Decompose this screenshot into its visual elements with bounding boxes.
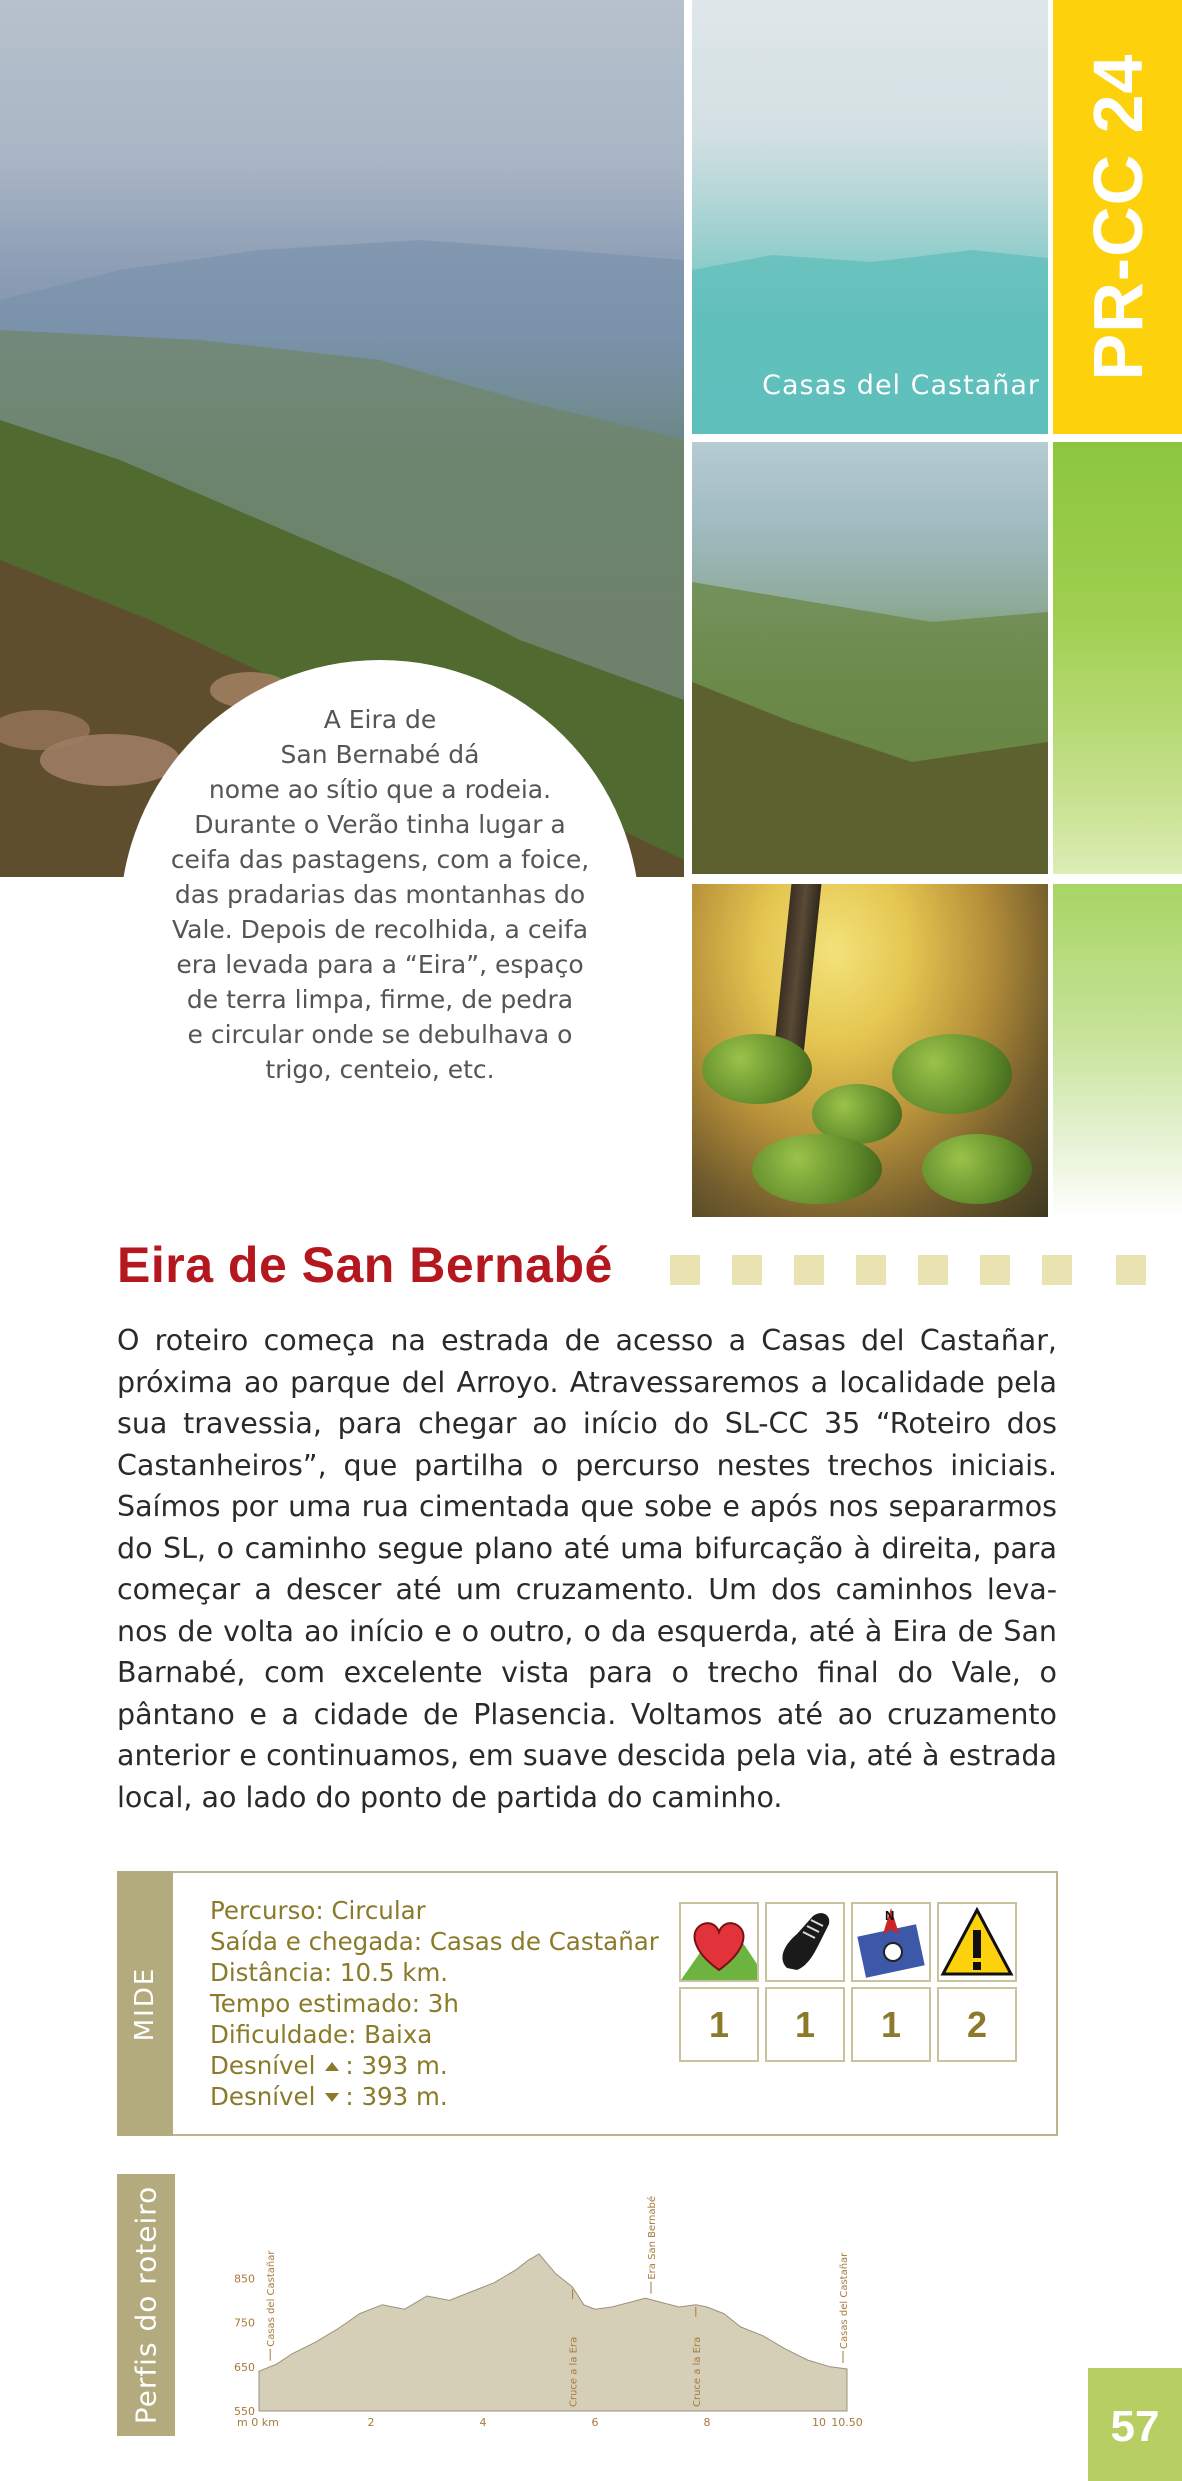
annotation-label: Casas del Castañar <box>266 2250 278 2347</box>
decor-square <box>1116 1255 1146 1285</box>
route-code: PR-CC 24 <box>1078 53 1157 381</box>
rating-value: 1 <box>851 1987 931 2062</box>
boot-icon <box>765 1902 845 1982</box>
rating-value: 1 <box>679 1987 759 2062</box>
forest-photo <box>692 884 1048 1217</box>
x-tick-label: 10 <box>812 2416 826 2429</box>
decor-square <box>856 1255 886 1285</box>
y-tick-label: 550 <box>234 2405 255 2418</box>
mide-label: MIDE <box>117 1871 173 2136</box>
decor-square <box>980 1255 1010 1285</box>
arrow-up-icon <box>325 2062 339 2071</box>
saida-chegada: Saída e chegada: Casas de Castañar <box>210 1927 659 1956</box>
route-facts <box>210 1895 659 2112</box>
x-tick-label: m 0 km <box>237 2416 279 2429</box>
sky-photo <box>692 0 1048 434</box>
rating-value: 1 <box>765 1987 845 2062</box>
dificuldade: Dificuldade: Baixa <box>210 2020 433 2049</box>
x-tick-label: 10.50 <box>831 2416 863 2429</box>
fade-band <box>1053 884 1182 1217</box>
tempo: Tempo estimado: 3h <box>210 1989 459 2018</box>
decor-square <box>732 1255 762 1285</box>
desnivel-down: Desnível : 393 m. <box>210 2082 448 2111</box>
compass-map-icon <box>851 1902 931 1982</box>
y-tick-label: 750 <box>234 2316 255 2330</box>
svg-text:N: N <box>885 1908 895 1923</box>
page-number: 57 <box>1088 2368 1182 2481</box>
decor-square <box>918 1255 948 1285</box>
profile-label: Perfis do roteiro <box>117 2174 175 2436</box>
x-tick-label: 6 <box>591 2416 599 2429</box>
desnivel-up: Desnível : 393 m. <box>210 2051 448 2080</box>
y-tick-label: 650 <box>234 2360 255 2374</box>
photo-caption: A Eira de San Bernabé dá nome ao sítio que a rodeia. Durante o Verão tinha lugar a ceifa das pastagens, com a foice, das pradarias das montanhas do Vale. Depois de recolhida, a ceifa era levada para a “Eira”, espaço de terra limpa, firme, de pedra e circular onde se debulhava o trigo, centeio, etc. <box>170 705 590 1084</box>
x-tick-label: 2 <box>367 2416 375 2429</box>
page-title: Eira de San Bernabé <box>117 1237 613 1293</box>
y-tick-label: 850 <box>234 2272 255 2286</box>
rating-value: 2 <box>937 1987 1017 2062</box>
annotation-label: Cruce a la Era <box>568 2336 580 2407</box>
annotation-label: Cruce a la Era <box>691 2336 703 2407</box>
decor-square <box>1042 1255 1072 1285</box>
heart-mountain-icon <box>679 1902 759 1982</box>
decor-square <box>670 1255 700 1285</box>
warning-icon <box>937 1902 1017 1982</box>
percurso: Percurso: Circular <box>210 1896 426 1925</box>
profile-area <box>259 2254 847 2411</box>
place-label: Casas del Castañar <box>762 370 1040 401</box>
annotation-label: Era San Bernabé <box>647 2195 658 2280</box>
arrow-down-icon <box>325 2093 339 2102</box>
decor-square <box>794 1255 824 1285</box>
valley-photo <box>692 442 1048 874</box>
annotation-label: Casas del Castañar <box>839 2252 850 2349</box>
x-tick-label: 8 <box>703 2416 711 2429</box>
route-description: O roteiro começa na estrada de acesso a Casas del Castañar, próxima ao parque del Arroyo. Atravessaremos a localidade pela sua travessia, para chegar ao início do SL-CC 35 “Roteiro dos Castanheiros”, que partilha o percurso nestes trechos iniciais. Saímos por uma rua cimentada que sobe e após nos separarmos do SL, o caminho segue plano até uma bifurcação à direita, para começar a descer até um cruzamento. Um dos caminhos leva-nos de volta ao início e o outro, o da esquerda, até à Eira de San Barnabé, com excelente vista para o trecho final do Vale, o pântano e a cidade de Plasencia. Voltamos até ao cruzamento anterior e continuamos, em suave descida pela via, até à estrada local, ao lado do ponto de partida do caminho. <box>117 1324 1057 1814</box>
distancia: Distância: 10.5 km. <box>210 1958 449 1987</box>
x-tick-label: 4 <box>479 2416 487 2429</box>
elevation-profile-chart <box>180 2174 900 2444</box>
green-band <box>1053 442 1182 874</box>
